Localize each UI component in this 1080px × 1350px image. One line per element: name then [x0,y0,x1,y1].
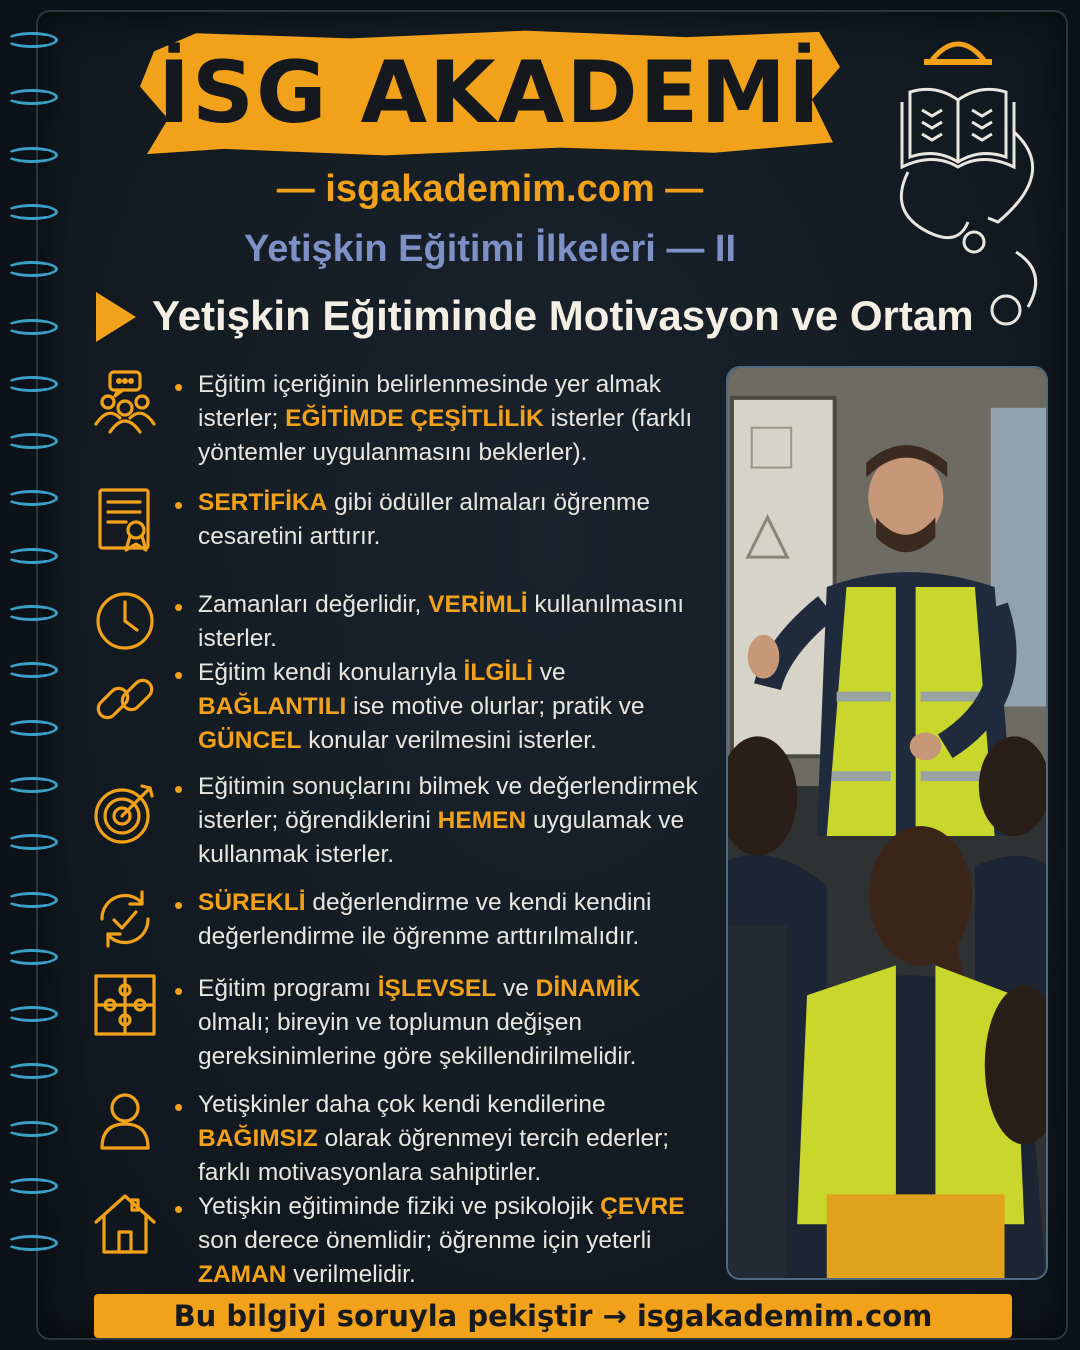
highlight-keyword: İŞLEVSEL [377,975,497,1002]
spiral-ring [6,204,58,220]
academy-logo-icon [888,22,1048,332]
item-text-segment: isterler (farklı yöntemler uygulanmasını beklerler). [198,405,693,466]
highlight-keyword: İLGİLİ [463,659,533,686]
spiral-ring [6,892,58,908]
spiral-ring [6,261,58,277]
bullet-icon: • [174,774,184,804]
spiral-ring [6,490,58,506]
list-item-text [198,1088,718,1190]
item-text-segment: ve [532,659,566,686]
item-text-segment: ve [496,975,536,1002]
site-url[interactable]: — isgakademim.com — [276,168,704,210]
spiral-ring [6,949,58,965]
highlight-keyword: GÜNCEL [198,727,302,754]
item-text-segment: ise motive olurlar; pratik ve [346,693,645,720]
spiral-ring [6,433,58,449]
spiral-ring [6,89,58,105]
item-text-segment: olmalı; bireyin ve toplumun değişen gereksinimlerine göre şekillendirilmelidir. [198,1009,637,1070]
spiral-binding [6,32,66,1292]
item-text-segment: Yetişkin eğitiminde fiziki ve psikolojik [198,1193,601,1220]
highlight-keyword: VERİMLİ [428,591,528,618]
spiral-ring [6,720,58,736]
puzzle-icon [92,972,158,1038]
highlight-keyword: ÇEVRE [600,1193,685,1220]
highlight-keyword: ZAMAN [198,1261,287,1288]
link-icon [92,666,158,732]
refresh-check-icon [92,886,158,952]
highlight-keyword: HEMEN [437,807,527,834]
highlight-keyword: EĞİTİMDE ÇEŞİTLİLİK [285,405,544,432]
item-text-segment: kullanılmasını isterler. [198,591,685,652]
bullet-icon: • [174,592,184,622]
item-text-segment: Eğitimin sonuçlarını bilmek ve değerlendirmek isterler; öğrendiklerini [198,773,698,834]
highlight-keyword: SERTİFİKA [198,489,328,516]
spiral-ring [6,605,58,621]
item-text-segment: değerlendirme ve kendi kendini değerlendirme ile öğrenme arttırılmalıdır. [198,889,652,950]
highlight-keyword: BAĞIMSIZ [198,1125,318,1152]
section-title: Yetişkin Eğitiminde Motivasyon ve Ortam [152,292,974,339]
item-text-segment: Yetişkinler daha çok kendi kendilerine [198,1091,606,1118]
highlight-keyword: DİNAMİK [535,975,641,1002]
list-item-text [198,770,718,872]
list-item-text [198,1190,718,1292]
page-title: İSG AKADEMİ [158,43,822,143]
item-text-segment: Eğitim içeriğinin belirlenmesinde yer almak isterler; [198,371,661,432]
bullet-icon: • [174,490,184,520]
spiral-ring [6,662,58,678]
list-item-text [198,656,718,758]
list-item-text [198,368,718,470]
highlight-keyword: BAĞLANTILI [198,693,347,720]
list-item-text [198,486,718,554]
spiral-ring [6,376,58,392]
bullet-icon: • [174,976,184,1006]
item-text-segment: son derece önemlidir; öğrenme için yeterli [198,1227,652,1254]
spiral-ring [6,1121,58,1137]
clock-icon [92,588,158,654]
spiral-ring [6,834,58,850]
item-text-segment: Eğitim programı [198,975,378,1002]
spiral-ring [6,1063,58,1079]
certificate-icon [92,486,158,552]
bullet-icon: • [174,660,184,690]
person-icon [92,1088,158,1154]
house-icon [92,1190,158,1256]
item-text-segment: uygulamak ve kullanmak isterler. [198,807,685,868]
list-item-text [198,972,718,1074]
bullet-icon: • [174,1194,184,1224]
spiral-ring [6,147,58,163]
spiral-ring [6,1235,58,1251]
group-chat-icon [92,368,158,434]
item-text-segment: gibi ödüller almaları öğrenme cesaretini arttırır. [198,489,651,550]
bullet-icon: • [174,1092,184,1122]
footer-cta[interactable]: Bu bilgiyi soruyla pekiştir → isgakademim.com [94,1294,1012,1338]
highlight-keyword: SÜREKLİ [198,889,306,916]
spiral-ring [6,548,58,564]
bullet-icon: • [174,890,184,920]
list-item-text [198,588,718,656]
page-subtitle: Yetişkin Eğitimi İlkeleri — II [243,228,737,270]
item-text-segment: konular verilmesini isterler. [301,727,597,754]
item-text-segment: verilmelidir. [286,1261,416,1288]
list-item-text [198,886,718,954]
item-text-segment: Eğitim kendi konularıyla [198,659,464,686]
spiral-ring [6,32,58,48]
training-photo [726,366,1048,1280]
item-text-segment: olarak öğrenmeyi tercih ederler; farklı motivasyonlara sahiptirler. [198,1125,670,1186]
target-icon [92,780,158,846]
spiral-ring [6,777,58,793]
spiral-ring [6,1178,58,1194]
spiral-ring [6,319,58,335]
spiral-ring [6,1006,58,1022]
play-arrow-icon [96,292,136,342]
item-text-segment: Zamanları değerlidir, [198,591,429,618]
bullet-icon: • [174,372,184,402]
